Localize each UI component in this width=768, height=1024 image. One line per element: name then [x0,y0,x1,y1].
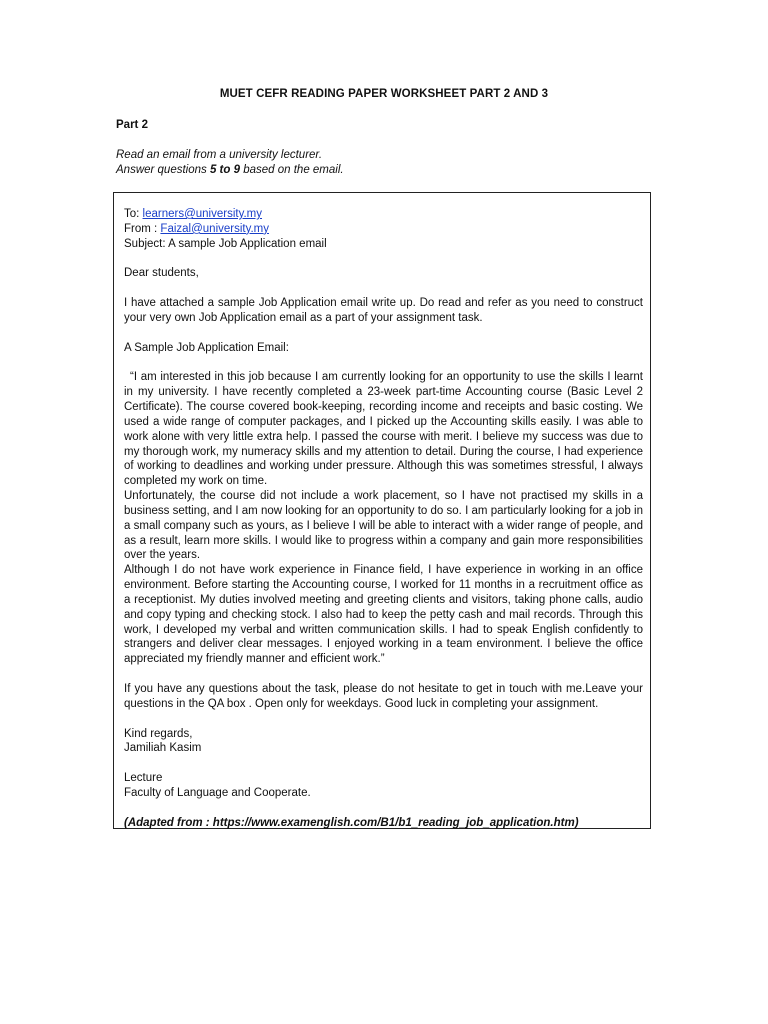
closing-note: If you have any questions about the task, please do not hesitate to get in touch with me.Leave your questions in the QA box . Open only for weekdays. Good luck in completing your assignment. [124,683,643,710]
instruction-line-1: Read an email from a university lecturer. [116,149,323,161]
sender-role: Lecture [124,772,163,785]
to-label: To: [124,208,143,220]
from-address-link[interactable]: Faizal@university.my [160,222,270,235]
to-line [124,207,643,222]
part-heading: Part 2 [116,119,148,131]
intro-paragraph: I have attached a sample Job Application email write up. Do read and refer as you need to construct your very own Job Application email as a part of your assignment task. [124,297,643,324]
from-label: From : [124,222,161,235]
greeting: Dear students, [124,267,199,280]
sample-paragraph-3: Although I do not have work experience in Finance field, I have experience in working in an office environment. Before starting the Accounting course, I worked for 11 months in a recruitment office as a receptionist. My duties involved meeting and greeting clients and visitors, taking phone calls, audio and copy typing and checking stock. I also had to keep the petty cash and mail records. Through this work, I developed my verbal and written communication skills. I had to speak English confidently to strangers and deliver clear messages. I enjoyed working in a team environment. I believe the office appreciated my friendly manner and efficient work.” [124,564,643,666]
to-address-link[interactable]: learners@university.my [142,208,263,220]
page-title: MUET CEFR READING PAPER WORKSHEET PART 2 AND 3 [219,88,549,100]
sample-paragraph-1: “I am interested in this job because I am currently looking for an opportunity to use the skills I learnt in my university. I have recently completed a 23-week part-time Accounting course (Basic Level 2 Certificate). The course covered book-keeping, recording income and receipts and basic costing. We used a wide range of computer packages, and I picked up the Accounting skills easily. I was able to work alone with very little extra help. I passed the course with merit. I believe my success was due to my thorough work, my numeracy skills and my attention to detail. During the course, I had experience of working to deadlines and working under pressure. Although this was sometimes stressful, I always completed my work on time. [124,371,643,488]
sender-name: Jamiliah Kasim [124,742,202,755]
instructions [116,148,344,178]
email-content [124,207,643,830]
sign-off: Kind regards, [124,727,193,740]
instruction-prefix: Answer questions [116,164,210,176]
instruction-line-2 [116,163,344,178]
sample-paragraph-2: Unfortunately, the course did not include a work placement, so I have not practised my skills in a business setting, and I am now looking for an opportunity to do so. I am particularly looking for a job in a small company such as yours, as I believe I will be able to interact with a wider range of people, and as a result, learn more skills. I would like to progress within a company and gain more responsibilities over the years. [124,490,643,562]
instruction-suffix: based on the email. [240,164,344,176]
from-line [124,222,643,237]
sender-faculty: Faculty of Language and Cooperate. [124,786,311,799]
email-box [113,192,651,829]
question-range: 5 to 9 [209,164,241,176]
source-citation: (Adapted from : https://www.examenglish.com/B1/b1_reading_job_application.htm) [124,816,579,829]
subject-line: Subject: A sample Job Application email [124,237,327,250]
sample-heading: A Sample Job Application Email: [124,341,289,354]
